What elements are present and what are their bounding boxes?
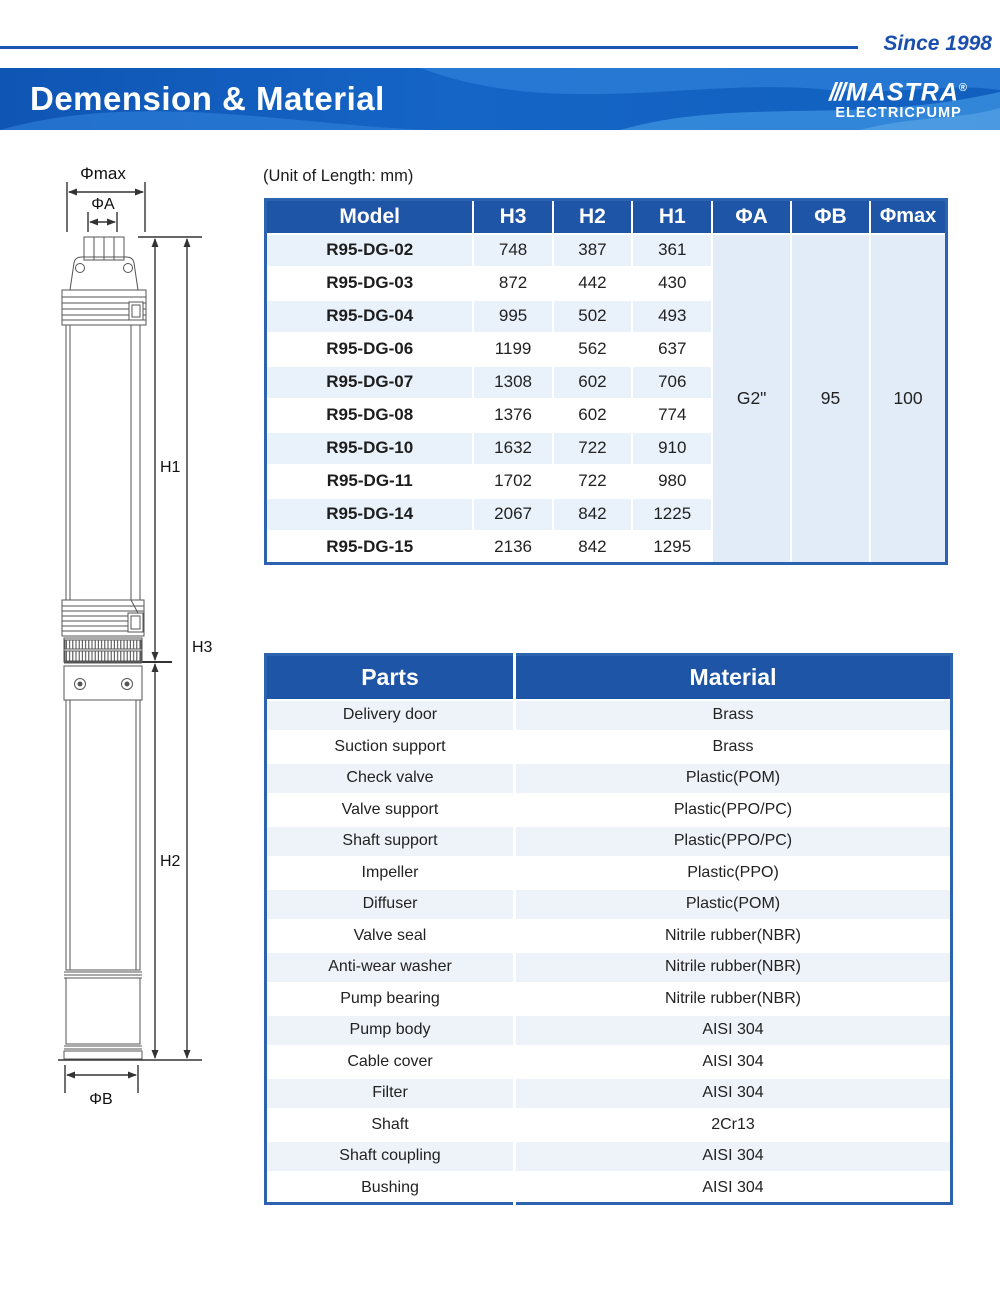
value-cell: 774 (632, 399, 712, 432)
model-cell: R95-DG-15 (266, 531, 474, 564)
value-cell: 602 (553, 366, 632, 399)
part-cell: Shaft coupling (266, 1141, 515, 1173)
table-row (266, 826, 952, 858)
col-header-phi-max: Φmax (870, 200, 946, 234)
merged-phi-a-cell: G2" (712, 234, 790, 564)
dim-label-phi-max: Φmax (80, 164, 126, 183)
table-row (266, 920, 952, 952)
value-cell: 442 (553, 267, 632, 300)
value-cell: 637 (632, 333, 712, 366)
value-cell: 2136 (473, 531, 552, 564)
value-cell: 748 (473, 234, 552, 267)
value-cell: 361 (632, 234, 712, 267)
table-row (266, 1078, 952, 1110)
brand-subtitle: ELECTRICPUMP (835, 105, 962, 122)
col-header-model: Model (266, 200, 474, 234)
pump-diagram (30, 160, 245, 1120)
model-cell: R95-DG-02 (266, 234, 474, 267)
value-cell: 706 (632, 366, 712, 399)
table-row (266, 1015, 952, 1047)
part-cell: Check valve (266, 763, 515, 795)
col-header-h3: H3 (473, 200, 552, 234)
part-cell: Delivery door (266, 700, 515, 732)
value-cell: 502 (553, 300, 632, 333)
dim-phi-b (65, 1065, 138, 1093)
value-cell: 722 (553, 432, 632, 465)
material-cell: 2Cr13 (515, 1109, 952, 1141)
dimension-table (264, 198, 948, 565)
table-row (266, 1109, 952, 1141)
mastra-logo (829, 75, 968, 121)
pump-outline (62, 237, 146, 1059)
value-cell: 722 (553, 465, 632, 498)
material-cell: Brass (515, 731, 952, 763)
value-cell: 872 (473, 267, 552, 300)
material-cell: AISI 304 (515, 1172, 952, 1204)
dim-label-phi-b: ΦB (89, 1091, 113, 1108)
merged-phi-max-cell: 100 (870, 234, 946, 564)
value-cell: 842 (553, 531, 632, 564)
material-cell: Plastic(PPO/PC) (515, 826, 952, 858)
parts-table-header-row (266, 655, 952, 700)
table-row (266, 234, 947, 267)
header-rule (0, 46, 858, 49)
part-cell: Valve support (266, 794, 515, 826)
parts-material-table (264, 653, 953, 1205)
value-cell: 430 (632, 267, 712, 300)
page-title: Demension & Material (30, 80, 385, 117)
part-cell: Suction support (266, 731, 515, 763)
material-cell: AISI 304 (515, 1046, 952, 1078)
part-cell: Filter (266, 1078, 515, 1110)
material-cell: Nitrile rubber(NBR) (515, 920, 952, 952)
part-cell: Anti-wear washer (266, 952, 515, 984)
part-cell: Impeller (266, 857, 515, 889)
value-cell: 493 (632, 300, 712, 333)
value-cell: 1308 (473, 366, 552, 399)
value-cell: 1376 (473, 399, 552, 432)
mastra-logo-wordmark (829, 75, 968, 105)
col-header-material: Material (515, 655, 952, 700)
value-cell: 602 (553, 399, 632, 432)
material-cell: Plastic(POM) (515, 889, 952, 921)
value-cell: 562 (553, 333, 632, 366)
table-row (266, 952, 952, 984)
col-header-phi-b: ΦB (791, 200, 870, 234)
part-cell: Pump bearing (266, 983, 515, 1015)
table-row (266, 1141, 952, 1173)
value-cell: 387 (553, 234, 632, 267)
title-banner (0, 68, 1000, 130)
value-cell: 910 (632, 432, 712, 465)
part-cell: Cable cover (266, 1046, 515, 1078)
col-header-h2: H2 (553, 200, 632, 234)
value-cell: 1632 (473, 432, 552, 465)
table-row (266, 983, 952, 1015)
dim-label-h3: H3 (192, 639, 213, 656)
part-cell: Pump body (266, 1015, 515, 1047)
table-row (266, 794, 952, 826)
table-row (266, 1172, 952, 1204)
table-row (266, 731, 952, 763)
model-cell: R95-DG-04 (266, 300, 474, 333)
dim-label-phi-a: ΦA (91, 196, 115, 213)
table-row (266, 763, 952, 795)
model-cell: R95-DG-06 (266, 333, 474, 366)
col-header-phi-a: ΦA (712, 200, 790, 234)
model-cell: R95-DG-03 (266, 267, 474, 300)
material-cell: Brass (515, 700, 952, 732)
model-cell: R95-DG-11 (266, 465, 474, 498)
part-cell: Shaft (266, 1109, 515, 1141)
table-row (266, 857, 952, 889)
table-row (266, 889, 952, 921)
model-cell: R95-DG-10 (266, 432, 474, 465)
model-cell: R95-DG-08 (266, 399, 474, 432)
registered-trademark-icon: ® (958, 82, 968, 94)
value-cell: 980 (632, 465, 712, 498)
material-cell: AISI 304 (515, 1141, 952, 1173)
material-cell: Plastic(PPO/PC) (515, 794, 952, 826)
value-cell: 995 (473, 300, 552, 333)
table-row (266, 1046, 952, 1078)
merged-phi-b-cell: 95 (791, 234, 870, 564)
material-cell: Plastic(POM) (515, 763, 952, 795)
part-cell: Diffuser (266, 889, 515, 921)
material-cell: Nitrile rubber(NBR) (515, 983, 952, 1015)
dim-label-h2: H2 (160, 853, 181, 870)
col-header-h1: H1 (632, 200, 712, 234)
value-cell: 1295 (632, 531, 712, 564)
dimension-table-header-row (266, 200, 947, 234)
value-cell: 1225 (632, 498, 712, 531)
value-cell: 2067 (473, 498, 552, 531)
part-cell: Valve seal (266, 920, 515, 952)
value-cell: 1702 (473, 465, 552, 498)
value-cell: 1199 (473, 333, 552, 366)
unit-note: (Unit of Length: mm) (263, 167, 414, 185)
part-cell: Shaft support (266, 826, 515, 858)
model-cell: R95-DG-07 (266, 366, 474, 399)
material-cell: Plastic(PPO) (515, 857, 952, 889)
material-cell: Nitrile rubber(NBR) (515, 952, 952, 984)
since-text: Since 1998 (883, 32, 992, 55)
material-cell: AISI 304 (515, 1015, 952, 1047)
table-row (266, 700, 952, 732)
material-cell: AISI 304 (515, 1078, 952, 1110)
logo-slashes-icon: /// (829, 78, 844, 107)
model-cell: R95-DG-14 (266, 498, 474, 531)
col-header-parts: Parts (266, 655, 515, 700)
part-cell: Bushing (266, 1172, 515, 1204)
value-cell: 842 (553, 498, 632, 531)
dim-phi-a (88, 212, 117, 232)
dim-label-h1: H1 (160, 459, 181, 476)
brand-name: MASTRA (845, 78, 959, 107)
